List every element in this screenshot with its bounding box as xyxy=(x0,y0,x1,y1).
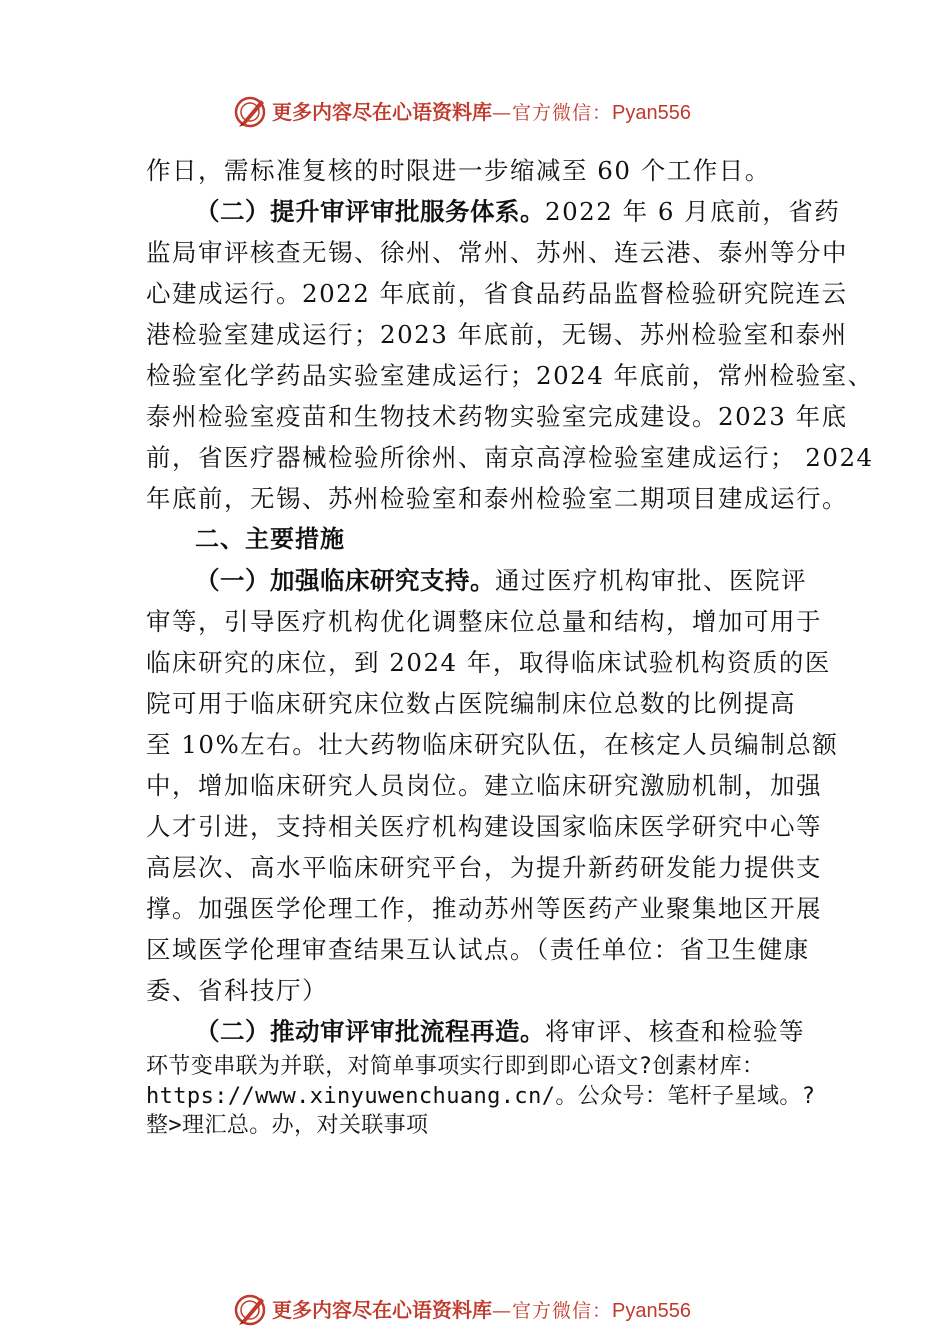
tail-line: 环节变串联为并联，对简单事项实行即到即心语文?创素材库： xyxy=(146,1054,765,1079)
paragraph-heading: （二）提升审评审批服务体系。 xyxy=(195,197,545,226)
paragraph-text: 2022 年 6 月底前，省药 xyxy=(545,197,841,226)
banner-text xyxy=(272,100,691,125)
text-line: 泰州检验室疫苗和生物技术药物实验室完成建设。2023 年底 xyxy=(146,402,848,431)
paragraph-text: 将审评、核查和检验等 xyxy=(545,1017,805,1046)
banner-sub: 官方微信： xyxy=(512,102,613,124)
banner-dash: — xyxy=(492,102,512,124)
text-line: 心建成运行。2022 年底前，省食品药品监督检验研究院连云 xyxy=(146,279,848,308)
text-line: 检验室化学药品实验室建成运行；2024 年底前，常州检验室、 xyxy=(146,361,874,390)
banner-sub: 官方微信： xyxy=(512,1300,613,1322)
paragraph-line xyxy=(146,191,841,232)
text-line: 高层次、高水平临床研究平台，为提升新药研发能力提供支 xyxy=(146,853,822,882)
paragraph-text: 通过医疗机构审批、医院评 xyxy=(495,566,807,595)
banner-main: 更多内容尽在心语资料库 xyxy=(272,1298,492,1322)
text-line: 监局审评核查无锡、徐州、常州、苏州、连云港、泰州等分中 xyxy=(146,238,848,267)
text-line: 港检验室建成运行；2023 年底前，无锡、苏州检验室和泰州 xyxy=(146,320,848,349)
section-heading: 二、主要措施 xyxy=(195,525,345,553)
banner-dash: — xyxy=(492,1300,512,1322)
pen-logo-icon xyxy=(233,94,269,130)
banner-wechat: Pyan556 xyxy=(612,1300,691,1322)
text-line: 前，省医疗器械检验所徐州、南京高淳检验室建成运行； 2024 xyxy=(146,443,874,472)
text-line: 委、省科技厅） xyxy=(146,976,328,1005)
text-line: 临床研究的床位，到 2024 年，取得临床试验机构资质的医 xyxy=(146,648,831,677)
paragraph-line xyxy=(146,1011,816,1052)
text-line: 至 10%左右。壮大药物临床研究队伍，在核定人员编制总额 xyxy=(146,730,839,759)
pen-logo-icon xyxy=(233,1292,269,1328)
document-body xyxy=(146,150,874,1052)
text-line: 院可用于临床研究床位数占医院编制床位总数的比例提高 xyxy=(146,689,796,718)
banner-main: 更多内容尽在心语资料库 xyxy=(272,100,492,124)
banner-text xyxy=(272,1298,691,1323)
text-line: 区域医学伦理审查结果互认试点。（责任单位：省卫生健康 xyxy=(146,935,810,964)
header-banner xyxy=(0,92,950,132)
text-line: 撑。加强医学伦理工作，推动苏州等医药产业聚集地区开展 xyxy=(146,894,822,923)
text-line: 年底前，无锡、苏州检验室和泰州检验室二期项目建成运行。 xyxy=(146,484,848,513)
text-line: 作日，需标准复核的时限进一步缩减至 60 个工作日。 xyxy=(146,156,771,185)
tail-line: https://www.xinyuwenchuang.cn/。公众号：笔杆子星域。? xyxy=(146,1084,816,1109)
paragraph-heading: （二）推动审评审批流程再造。 xyxy=(195,1017,545,1046)
banner-wechat: Pyan556 xyxy=(612,102,691,124)
text-line: 人才引进，支持相关医疗机构建设国家临床医学研究中心等 xyxy=(146,812,822,841)
tail-line: 整>理汇总。办，对关联事项 xyxy=(146,1113,429,1138)
text-line: 中，增加临床研究人员岗位。建立临床研究激励机制，加强 xyxy=(146,771,822,800)
text-line: 审等，引导医疗机构优化调整床位总量和结构，增加可用于 xyxy=(146,607,822,636)
paragraph-heading: （一）加强临床研究支持。 xyxy=(195,566,495,595)
footer-banner xyxy=(0,1290,950,1330)
paragraph-line xyxy=(146,560,816,601)
